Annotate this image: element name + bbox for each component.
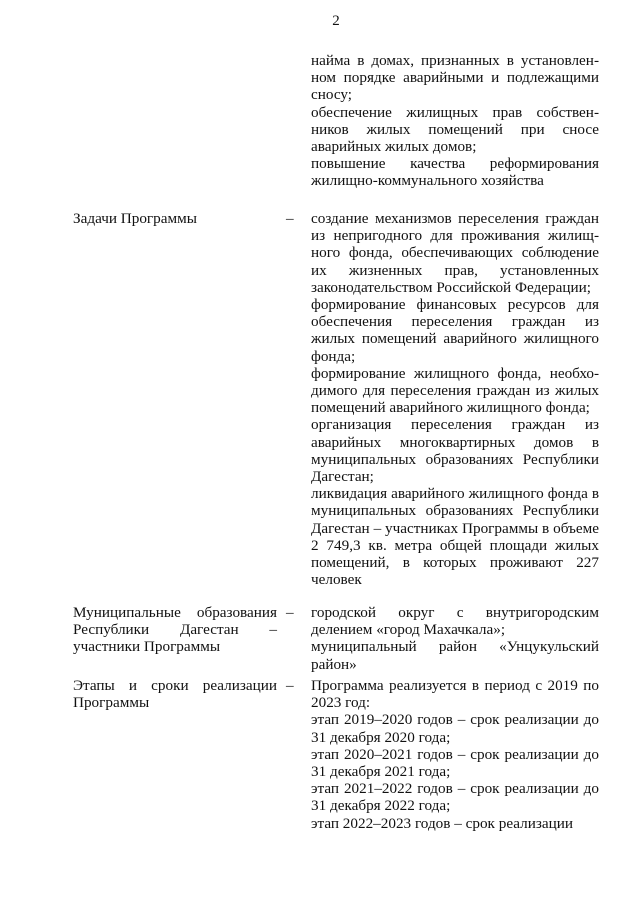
paragraph: этап 2020–2021 годов – срок реализации до 31 декабря 2021 года; — [311, 745, 599, 781]
paragraph: этап 2022–2023 годов – срок реализации — [311, 814, 573, 832]
paragraph: создание механизмов переселения граждан из непригодного для проживания жилищного фонда, обеспечивающих соблюдение их жизненных прав, установленных законодательством Российской Федерации; — [311, 210, 599, 296]
goals-continuation — [311, 52, 599, 190]
paragraph: повышение качества реформирования жилищно-коммунального хозяйства — [311, 155, 599, 190]
paragraph: этап 2019–2020 годов – срок реализации до 31 декабря 2020 года; — [311, 711, 599, 746]
paragraph: найма в домах, признанных в установленном порядке аварийными и подлежащими сносу; — [311, 52, 599, 104]
paragraph: этап 2021–2022 годов – срок реализации до 31 декабря 2022 года; — [311, 780, 599, 815]
section-label: Муниципальные образования Республики Дагестан – участники Программы — [73, 604, 277, 656]
paragraph: ликвидация аварийного жилищного фонда в муниципальных образованиях Республики Дагестан – участниках Программы в объеме 2 749,3 кв. метра общей площади жилых помещений, в которых проживают 227 человек — [311, 485, 599, 589]
paragraph: обеспечение жилищных прав собственников жилых помещений при сносе аварийных жилых домов; — [311, 103, 599, 156]
dash-separator: – — [286, 210, 294, 227]
paragraph: формирование финансовых ресурсов для обеспечения переселения граждан из жилых помещений аварийного жилищного фонда; — [311, 296, 599, 365]
paragraph: Программа реализуется в период с 2019 по 2023 год: — [311, 677, 599, 712]
paragraph: формирование жилищного фонда, необходимого для переселения граждан из жилых помещений аварийного жилищного фонда; — [311, 364, 599, 417]
page-number: 2 — [332, 13, 340, 29]
paragraph: муниципальный район «Унцукульский район» — [311, 638, 599, 673]
section-content — [311, 677, 599, 832]
paragraph: организация переселения граждан из аварийных многоквартирных домов в муниципальных образованиях Республики Дагестан; — [311, 416, 599, 486]
section-content — [311, 210, 599, 588]
section-content — [311, 604, 599, 673]
section-label: Задачи Программы — [73, 210, 197, 227]
paragraph: городской округ с внутригородским делением «город Махачкала»; — [311, 604, 599, 639]
dash-separator: – — [286, 677, 294, 694]
section-label: Этапы и сроки реализации Программы — [73, 677, 277, 712]
dash-separator: – — [286, 604, 294, 621]
